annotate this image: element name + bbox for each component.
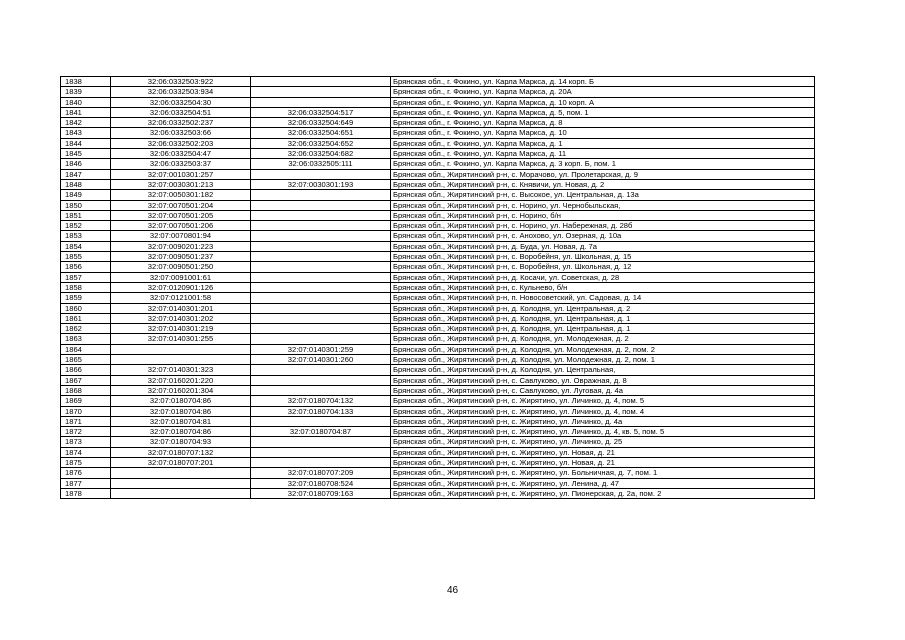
address-cell: Брянская обл., Жирятинский р-н, д. Колодня, ул. Центральная, д. 1 (391, 313, 815, 323)
cadastral-number-cell: 32:07:0180707:201 (111, 457, 251, 467)
cadastral-number-cell: 32:07:0180707:132 (111, 447, 251, 457)
table-row (61, 272, 815, 282)
table-row (61, 97, 815, 107)
row-number-cell: 1854 (61, 241, 111, 251)
address-cell: Брянская обл., Жирятинский р-н, д. Буда, ул. Новая, д. 7а (391, 241, 815, 251)
table-row (61, 87, 815, 97)
premises-cadastral-number-cell (251, 190, 391, 200)
table-row (61, 241, 815, 251)
table-row (61, 77, 815, 87)
cadastral-number-cell: 32:07:0180704:86 (111, 427, 251, 437)
cadastral-number-cell: 32:07:0180704:86 (111, 406, 251, 416)
table-row (61, 149, 815, 159)
cadastral-number-cell: 32:07:0160201:304 (111, 385, 251, 395)
table-row (61, 488, 815, 498)
table-row (61, 344, 815, 354)
premises-cadastral-number-cell (251, 324, 391, 334)
row-number-cell: 1847 (61, 169, 111, 179)
cadastral-number-cell: 32:06:0332504:30 (111, 97, 251, 107)
premises-cadastral-number-cell (251, 457, 391, 467)
address-cell: Брянская обл., Жирятинский р-н, с. Жирятино, ул. Новая, д. 21 (391, 457, 815, 467)
premises-cadastral-number-cell (251, 262, 391, 272)
cadastral-number-cell: 32:07:0140301:323 (111, 365, 251, 375)
address-cell: Брянская обл., Жирятинский р-н, д. Колодня, ул. Молодежная, д. 2, пом. 1 (391, 355, 815, 365)
table-row (61, 107, 815, 117)
premises-cadastral-number-cell: 32:06:0332504:517 (251, 107, 391, 117)
table-row (61, 385, 815, 395)
address-cell: Брянская обл., Жирятинский р-н, с. Жирятино, ул. Пионерская, д. 2а, пом. 2 (391, 488, 815, 498)
table-row (61, 282, 815, 292)
premises-cadastral-number-cell (251, 252, 391, 262)
premises-cadastral-number-cell (251, 221, 391, 231)
address-cell: Брянская обл., Жирятинский р-н, с. Анохово, ул. Озерная, д. 10а (391, 231, 815, 241)
row-number-cell: 1876 (61, 468, 111, 478)
table-row (61, 262, 815, 272)
table-row (61, 293, 815, 303)
address-cell: Брянская обл., г. Фокино, ул. Карла Маркса, д. 3 корп. Б, пом. 1 (391, 159, 815, 169)
address-cell: Брянская обл., Жирятинский р-н, с. Кульнево, б/н (391, 282, 815, 292)
table-row (61, 478, 815, 488)
cadastral-number-cell: 32:06:0332503:934 (111, 87, 251, 97)
row-number-cell: 1861 (61, 313, 111, 323)
cadastral-number-cell: 32:07:0140301:202 (111, 313, 251, 323)
row-number-cell: 1858 (61, 282, 111, 292)
row-number-cell: 1857 (61, 272, 111, 282)
table-row (61, 396, 815, 406)
row-number-cell: 1848 (61, 179, 111, 189)
table-row (61, 324, 815, 334)
cadastral-number-cell: 32:07:0070501:204 (111, 200, 251, 210)
cadastral-number-cell: 32:07:0090201:223 (111, 241, 251, 251)
row-number-cell: 1877 (61, 478, 111, 488)
cadastral-number-cell (111, 488, 251, 498)
table-row (61, 128, 815, 138)
premises-cadastral-number-cell (251, 437, 391, 447)
address-cell: Брянская обл., Жирятинский р-н, с. Жирятино, ул. Новая, д. 21 (391, 447, 815, 457)
premises-cadastral-number-cell (251, 282, 391, 292)
premises-cadastral-number-cell (251, 385, 391, 395)
address-cell: Брянская обл., г. Фокино, ул. Карла Маркса, д. 8 (391, 118, 815, 128)
row-number-cell: 1864 (61, 344, 111, 354)
address-cell: Брянская обл., Жирятинский р-н, п. Новосоветский, ул. Садовая, д. 14 (391, 293, 815, 303)
row-number-cell: 1874 (61, 447, 111, 457)
cadastral-number-cell: 32:07:0180704:86 (111, 396, 251, 406)
row-number-cell: 1869 (61, 396, 111, 406)
cadastral-number-cell: 32:07:0070501:205 (111, 210, 251, 220)
address-cell: Брянская обл., Жирятинский р-н, с. Норино, ул. Набережная, д. 28б (391, 221, 815, 231)
cadastral-number-cell: 32:07:0050301:182 (111, 190, 251, 200)
row-number-cell: 1852 (61, 221, 111, 231)
premises-cadastral-number-cell (251, 416, 391, 426)
table-row (61, 416, 815, 426)
cadastral-number-cell: 32:07:0070501:206 (111, 221, 251, 231)
row-number-cell: 1845 (61, 149, 111, 159)
row-number-cell: 1870 (61, 406, 111, 416)
row-number-cell: 1868 (61, 385, 111, 395)
cadastral-number-cell: 32:07:0010301:257 (111, 169, 251, 179)
table-row (61, 375, 815, 385)
address-cell: Брянская обл., г. Фокино, ул. Карла Маркса, д. 1 (391, 138, 815, 148)
row-number-cell: 1866 (61, 365, 111, 375)
row-number-cell: 1871 (61, 416, 111, 426)
premises-cadastral-number-cell: 32:06:0332504:652 (251, 138, 391, 148)
table-row (61, 468, 815, 478)
table-row (61, 355, 815, 365)
premises-cadastral-number-cell (251, 210, 391, 220)
premises-cadastral-number-cell (251, 97, 391, 107)
table-row (61, 365, 815, 375)
premises-cadastral-number-cell (251, 365, 391, 375)
row-number-cell: 1842 (61, 118, 111, 128)
cadastral-number-cell: 32:06:0332502:237 (111, 118, 251, 128)
cadastral-number-cell: 32:07:0090501:250 (111, 262, 251, 272)
address-cell: Брянская обл., Жирятинский р-н, д. Косачи, ул. Советская, д. 28 (391, 272, 815, 282)
address-cell: Брянская обл., г. Фокино, ул. Карла Маркса, д. 20А (391, 87, 815, 97)
premises-cadastral-number-cell (251, 77, 391, 87)
address-cell: Брянская обл., Жирятинский р-н, д. Колодня, ул. Центральная, д. 2 (391, 303, 815, 313)
table-row (61, 406, 815, 416)
cadastral-number-cell: 32:06:0332503:66 (111, 128, 251, 138)
cadastral-number-cell (111, 355, 251, 365)
premises-cadastral-number-cell (251, 87, 391, 97)
row-number-cell: 1849 (61, 190, 111, 200)
premises-cadastral-number-cell (251, 169, 391, 179)
row-number-cell: 1851 (61, 210, 111, 220)
address-cell: Брянская обл., Жирятинский р-н, с. Жирятино, ул. Ленина, д. 47 (391, 478, 815, 488)
address-cell: Брянская обл., Жирятинский р-н, с. Воробейня, ул. Школьная, д. 12 (391, 262, 815, 272)
cadastral-number-cell: 32:07:0180704:93 (111, 437, 251, 447)
address-cell: Брянская обл., г. Фокино, ул. Карла Маркса, д. 10 корп. А (391, 97, 815, 107)
row-number-cell: 1843 (61, 128, 111, 138)
address-cell: Брянская обл., Жирятинский р-н, с. Жирятино, ул. Личинко, д. 25 (391, 437, 815, 447)
address-cell: Брянская обл., Жирятинский р-н, д. Колодня, ул. Молодежная, д. 2 (391, 334, 815, 344)
cadastral-number-cell: 32:06:0332504:51 (111, 107, 251, 117)
cadastral-number-cell: 32:07:0070801:94 (111, 231, 251, 241)
cadastral-number-cell: 32:06:0332503:37 (111, 159, 251, 169)
cadastral-number-cell: 32:06:0332502:203 (111, 138, 251, 148)
premises-cadastral-number-cell: 32:07:0140301:260 (251, 355, 391, 365)
cadastral-number-cell: 32:06:0332504:47 (111, 149, 251, 159)
premises-cadastral-number-cell (251, 293, 391, 303)
address-cell: Брянская обл., Жирятинский р-н, с. Норино, б/н (391, 210, 815, 220)
address-cell: Брянская обл., г. Фокино, ул. Карла Маркса, д. 10 (391, 128, 815, 138)
table-row (61, 437, 815, 447)
table-row (61, 118, 815, 128)
row-number-cell: 1839 (61, 87, 111, 97)
address-cell: Брянская обл., Жирятинский р-н, с. Жирятино, ул. Больничная, д. 7, пом. 1 (391, 468, 815, 478)
table-row (61, 303, 815, 313)
property-table (60, 76, 815, 499)
row-number-cell: 1872 (61, 427, 111, 437)
row-number-cell: 1860 (61, 303, 111, 313)
cadastral-number-cell: 32:07:0120901:126 (111, 282, 251, 292)
premises-cadastral-number-cell (251, 272, 391, 282)
row-number-cell: 1862 (61, 324, 111, 334)
address-cell: Брянская обл., Жирятинский р-н, д. Колодня, ул. Молодежная, д. 2, пом. 2 (391, 344, 815, 354)
table-row (61, 221, 815, 231)
row-number-cell: 1856 (61, 262, 111, 272)
premises-cadastral-number-cell (251, 447, 391, 457)
premises-cadastral-number-cell: 32:07:0030301:193 (251, 179, 391, 189)
row-number-cell: 1838 (61, 77, 111, 87)
table-row (61, 252, 815, 262)
table-row (61, 447, 815, 457)
cadastral-number-cell: 32:07:0140301:255 (111, 334, 251, 344)
table-row (61, 313, 815, 323)
address-cell: Брянская обл., Жирятинский р-н, с. Высокое, ул. Центральная, д. 13а (391, 190, 815, 200)
premises-cadastral-number-cell (251, 200, 391, 210)
row-number-cell: 1875 (61, 457, 111, 467)
premises-cadastral-number-cell: 32:07:0180704:132 (251, 396, 391, 406)
premises-cadastral-number-cell (251, 375, 391, 385)
row-number-cell: 1853 (61, 231, 111, 241)
address-cell: Брянская обл., г. Фокино, ул. Карла Маркса, д. 5, пом. 1 (391, 107, 815, 117)
cadastral-number-cell: 32:07:0090501:237 (111, 252, 251, 262)
row-number-cell: 1873 (61, 437, 111, 447)
row-number-cell: 1840 (61, 97, 111, 107)
premises-cadastral-number-cell: 32:07:0180709:163 (251, 488, 391, 498)
address-cell: Брянская обл., г. Фокино, ул. Карла Маркса, д. 14 корп. Б (391, 77, 815, 87)
premises-cadastral-number-cell: 32:07:0180707:209 (251, 468, 391, 478)
cadastral-number-cell: 32:07:0091001:61 (111, 272, 251, 282)
address-cell: Брянская обл., Жирятинский р-н, с. Княвичи, ул. Новая, д. 2 (391, 179, 815, 189)
premises-cadastral-number-cell: 32:06:0332504:682 (251, 149, 391, 159)
table-row (61, 179, 815, 189)
premises-cadastral-number-cell (251, 334, 391, 344)
table-row (61, 159, 815, 169)
table-row (61, 457, 815, 467)
table-row (61, 200, 815, 210)
cadastral-number-cell: 32:06:0332503:922 (111, 77, 251, 87)
row-number-cell: 1855 (61, 252, 111, 262)
cadastral-number-cell (111, 468, 251, 478)
cadastral-number-cell: 32:07:0180704:81 (111, 416, 251, 426)
table-row (61, 169, 815, 179)
row-number-cell: 1859 (61, 293, 111, 303)
row-number-cell: 1850 (61, 200, 111, 210)
table-row (61, 427, 815, 437)
table-row (61, 334, 815, 344)
premises-cadastral-number-cell: 32:07:0180704:87 (251, 427, 391, 437)
premises-cadastral-number-cell: 32:07:0180708:524 (251, 478, 391, 488)
premises-cadastral-number-cell (251, 303, 391, 313)
premises-cadastral-number-cell (251, 313, 391, 323)
table-row (61, 190, 815, 200)
premises-cadastral-number-cell: 32:06:0332504:651 (251, 128, 391, 138)
table-row (61, 138, 815, 148)
address-cell: Брянская обл., Жирятинский р-н, с. Норино, ул. Чернобыльская, (391, 200, 815, 210)
row-number-cell: 1865 (61, 355, 111, 365)
row-number-cell: 1867 (61, 375, 111, 385)
row-number-cell: 1841 (61, 107, 111, 117)
premises-cadastral-number-cell: 32:06:0332505:111 (251, 159, 391, 169)
address-cell: Брянская обл., Жирятинский р-н, с. Савлуково, ул. Луговая, д. 4а (391, 385, 815, 395)
address-cell: Брянская обл., Жирятинский р-н, с. Жирятино, ул. Личинко, д. 4, пом. 5 (391, 396, 815, 406)
table-row (61, 210, 815, 220)
cadastral-number-cell (111, 344, 251, 354)
cadastral-number-cell: 32:07:0140301:219 (111, 324, 251, 334)
row-number-cell: 1844 (61, 138, 111, 148)
address-cell: Брянская обл., Жирятинский р-н, д. Колодня, ул. Центральная, (391, 365, 815, 375)
premises-cadastral-number-cell (251, 231, 391, 241)
address-cell: Брянская обл., Жирятинский р-н, с. Жирятино, ул. Личинко, д. 4, пом. 4 (391, 406, 815, 416)
cadastral-number-cell: 32:07:0160201:220 (111, 375, 251, 385)
premises-cadastral-number-cell (251, 241, 391, 251)
cadastral-number-cell: 32:07:0030301:213 (111, 179, 251, 189)
address-cell: Брянская обл., Жирятинский р-н, с. Жирятино, ул. Личинко, д. 4, кв. 5, пом. 5 (391, 427, 815, 437)
address-cell: Брянская обл., Жирятинский р-н, д. Колодня, ул. Центральная, д. 1 (391, 324, 815, 334)
row-number-cell: 1863 (61, 334, 111, 344)
cadastral-number-cell: 32:07:0140301:201 (111, 303, 251, 313)
address-cell: Брянская обл., Жирятинский р-н, с. Жирятино, ул. Личинко, д. 4а (391, 416, 815, 426)
table-row (61, 231, 815, 241)
cadastral-number-cell (111, 478, 251, 488)
property-table-body (61, 77, 815, 499)
row-number-cell: 1846 (61, 159, 111, 169)
address-cell: Брянская обл., Жирятинский р-н, с. Воробейня, ул. Школьная, д. 15 (391, 252, 815, 262)
premises-cadastral-number-cell: 32:07:0140301:259 (251, 344, 391, 354)
premises-cadastral-number-cell: 32:07:0180704:133 (251, 406, 391, 416)
address-cell: Брянская обл., Жирятинский р-н, с. Морачово, ул. Пролетарская, д. 9 (391, 169, 815, 179)
cadastral-number-cell: 32:07:0121001:58 (111, 293, 251, 303)
address-cell: Брянская обл., г. Фокино, ул. Карла Маркса, д. 11 (391, 149, 815, 159)
page-number: 46 (446, 585, 459, 596)
address-cell: Брянская обл., Жирятинский р-н, с. Савлуково, ул. Овражная, д. 8 (391, 375, 815, 385)
premises-cadastral-number-cell: 32:06:0332504:649 (251, 118, 391, 128)
row-number-cell: 1878 (61, 488, 111, 498)
